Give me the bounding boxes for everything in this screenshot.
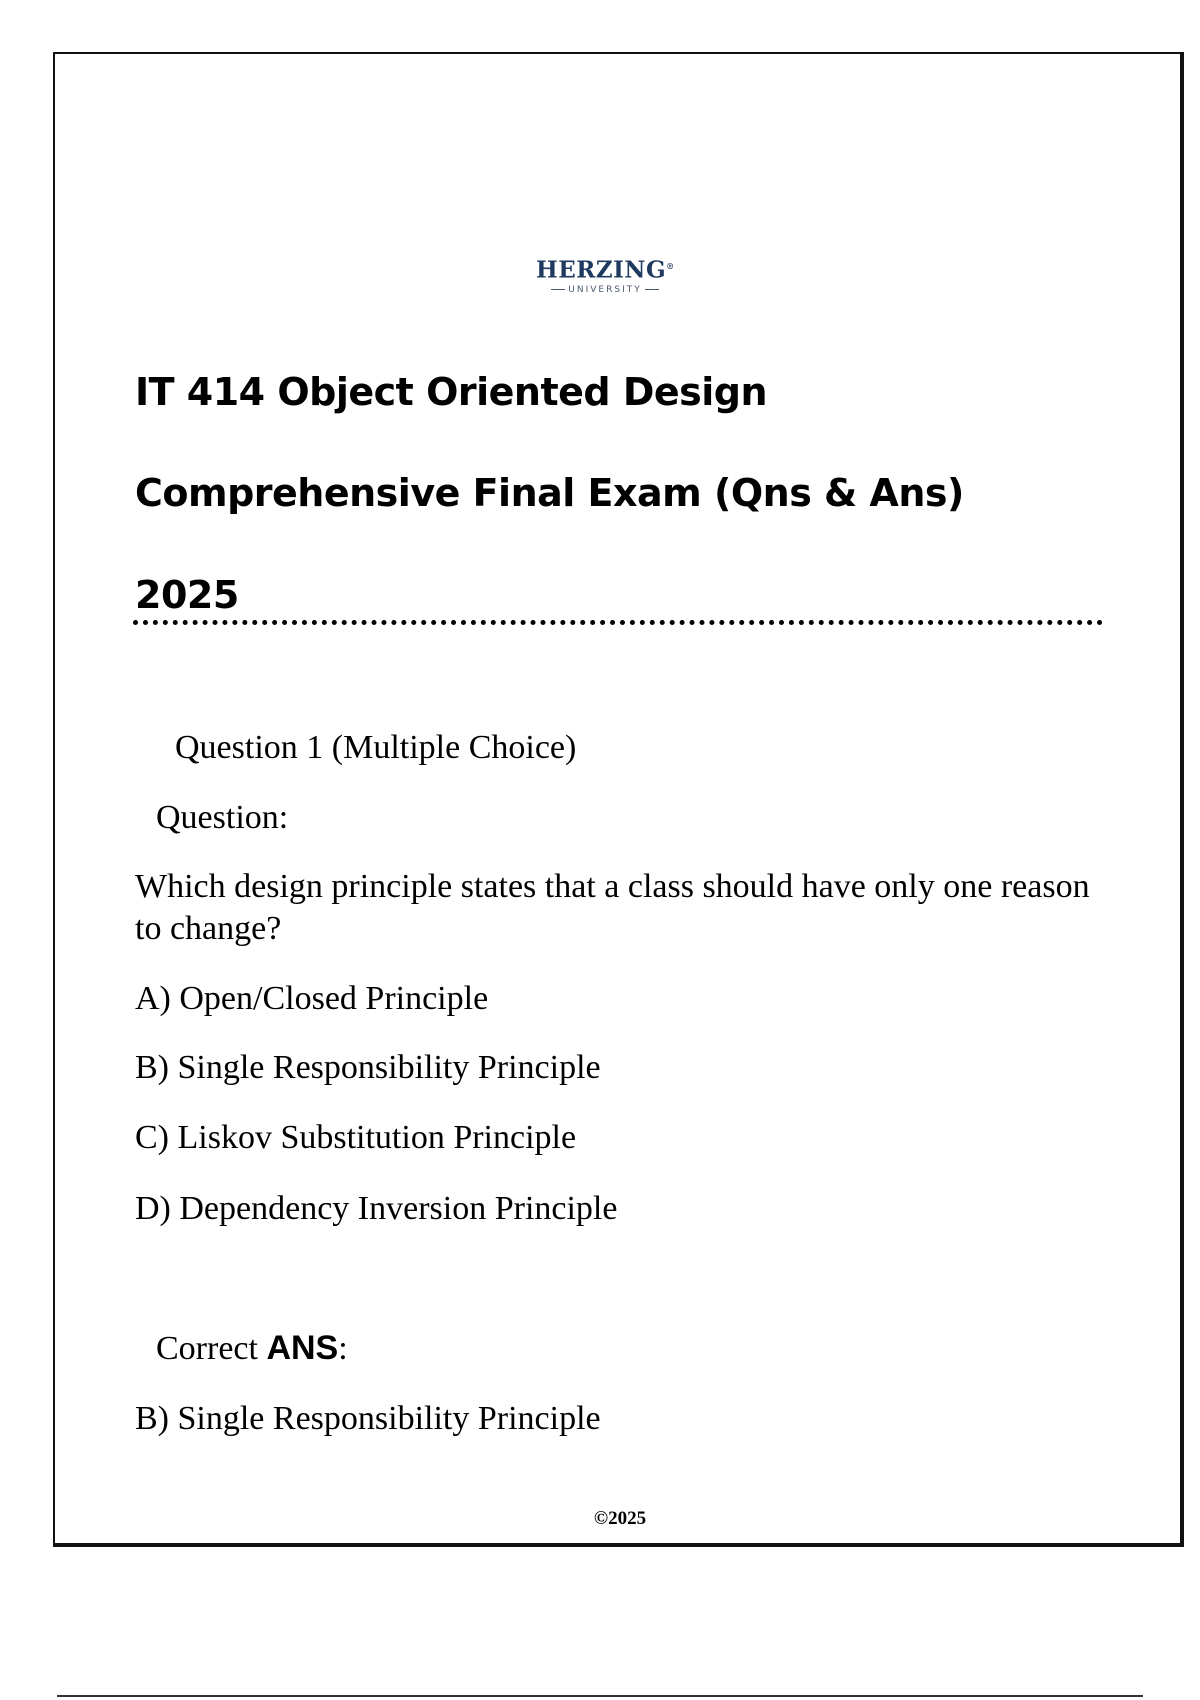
herzing-university-logo xyxy=(536,253,674,317)
answer-label-bold: ANS xyxy=(266,1329,339,1367)
option-d: D) Dependency Inversion Principle xyxy=(135,1190,618,1227)
option-b: B) Single Responsibility Principle xyxy=(135,1049,601,1086)
logo-subtitle: UNIVERSITY xyxy=(536,284,674,296)
bottom-page-rule xyxy=(57,1695,1143,1697)
logo-registered-mark: ® xyxy=(666,261,675,271)
logo-name: HERZING xyxy=(536,256,667,284)
option-c: C) Liskov Substitution Principle xyxy=(135,1119,577,1156)
document-title-year: 2025 xyxy=(135,573,239,617)
answer-label-suffix: : xyxy=(338,1330,348,1367)
question-heading: Question 1 (Multiple Choice) xyxy=(175,729,577,766)
dotted-divider xyxy=(133,620,1103,625)
correct-answer-value: B) Single Responsibility Principle xyxy=(135,1400,601,1437)
document-title-exam: Comprehensive Final Exam (Qns & Ans) xyxy=(135,471,964,515)
question-text: Which design principle states that a class should have only one reason to change? xyxy=(135,868,1090,947)
document-title-course: IT 414 Object Oriented Design xyxy=(135,370,768,414)
option-a: A) Open/Closed Principle xyxy=(135,980,489,1017)
question-label: Question: xyxy=(156,799,289,836)
copyright-footer: ©2025 xyxy=(593,1508,647,1529)
correct-answer-label xyxy=(156,1327,348,1370)
logo-wordmark xyxy=(536,253,674,284)
answer-label-prefix: Correct xyxy=(156,1330,267,1367)
